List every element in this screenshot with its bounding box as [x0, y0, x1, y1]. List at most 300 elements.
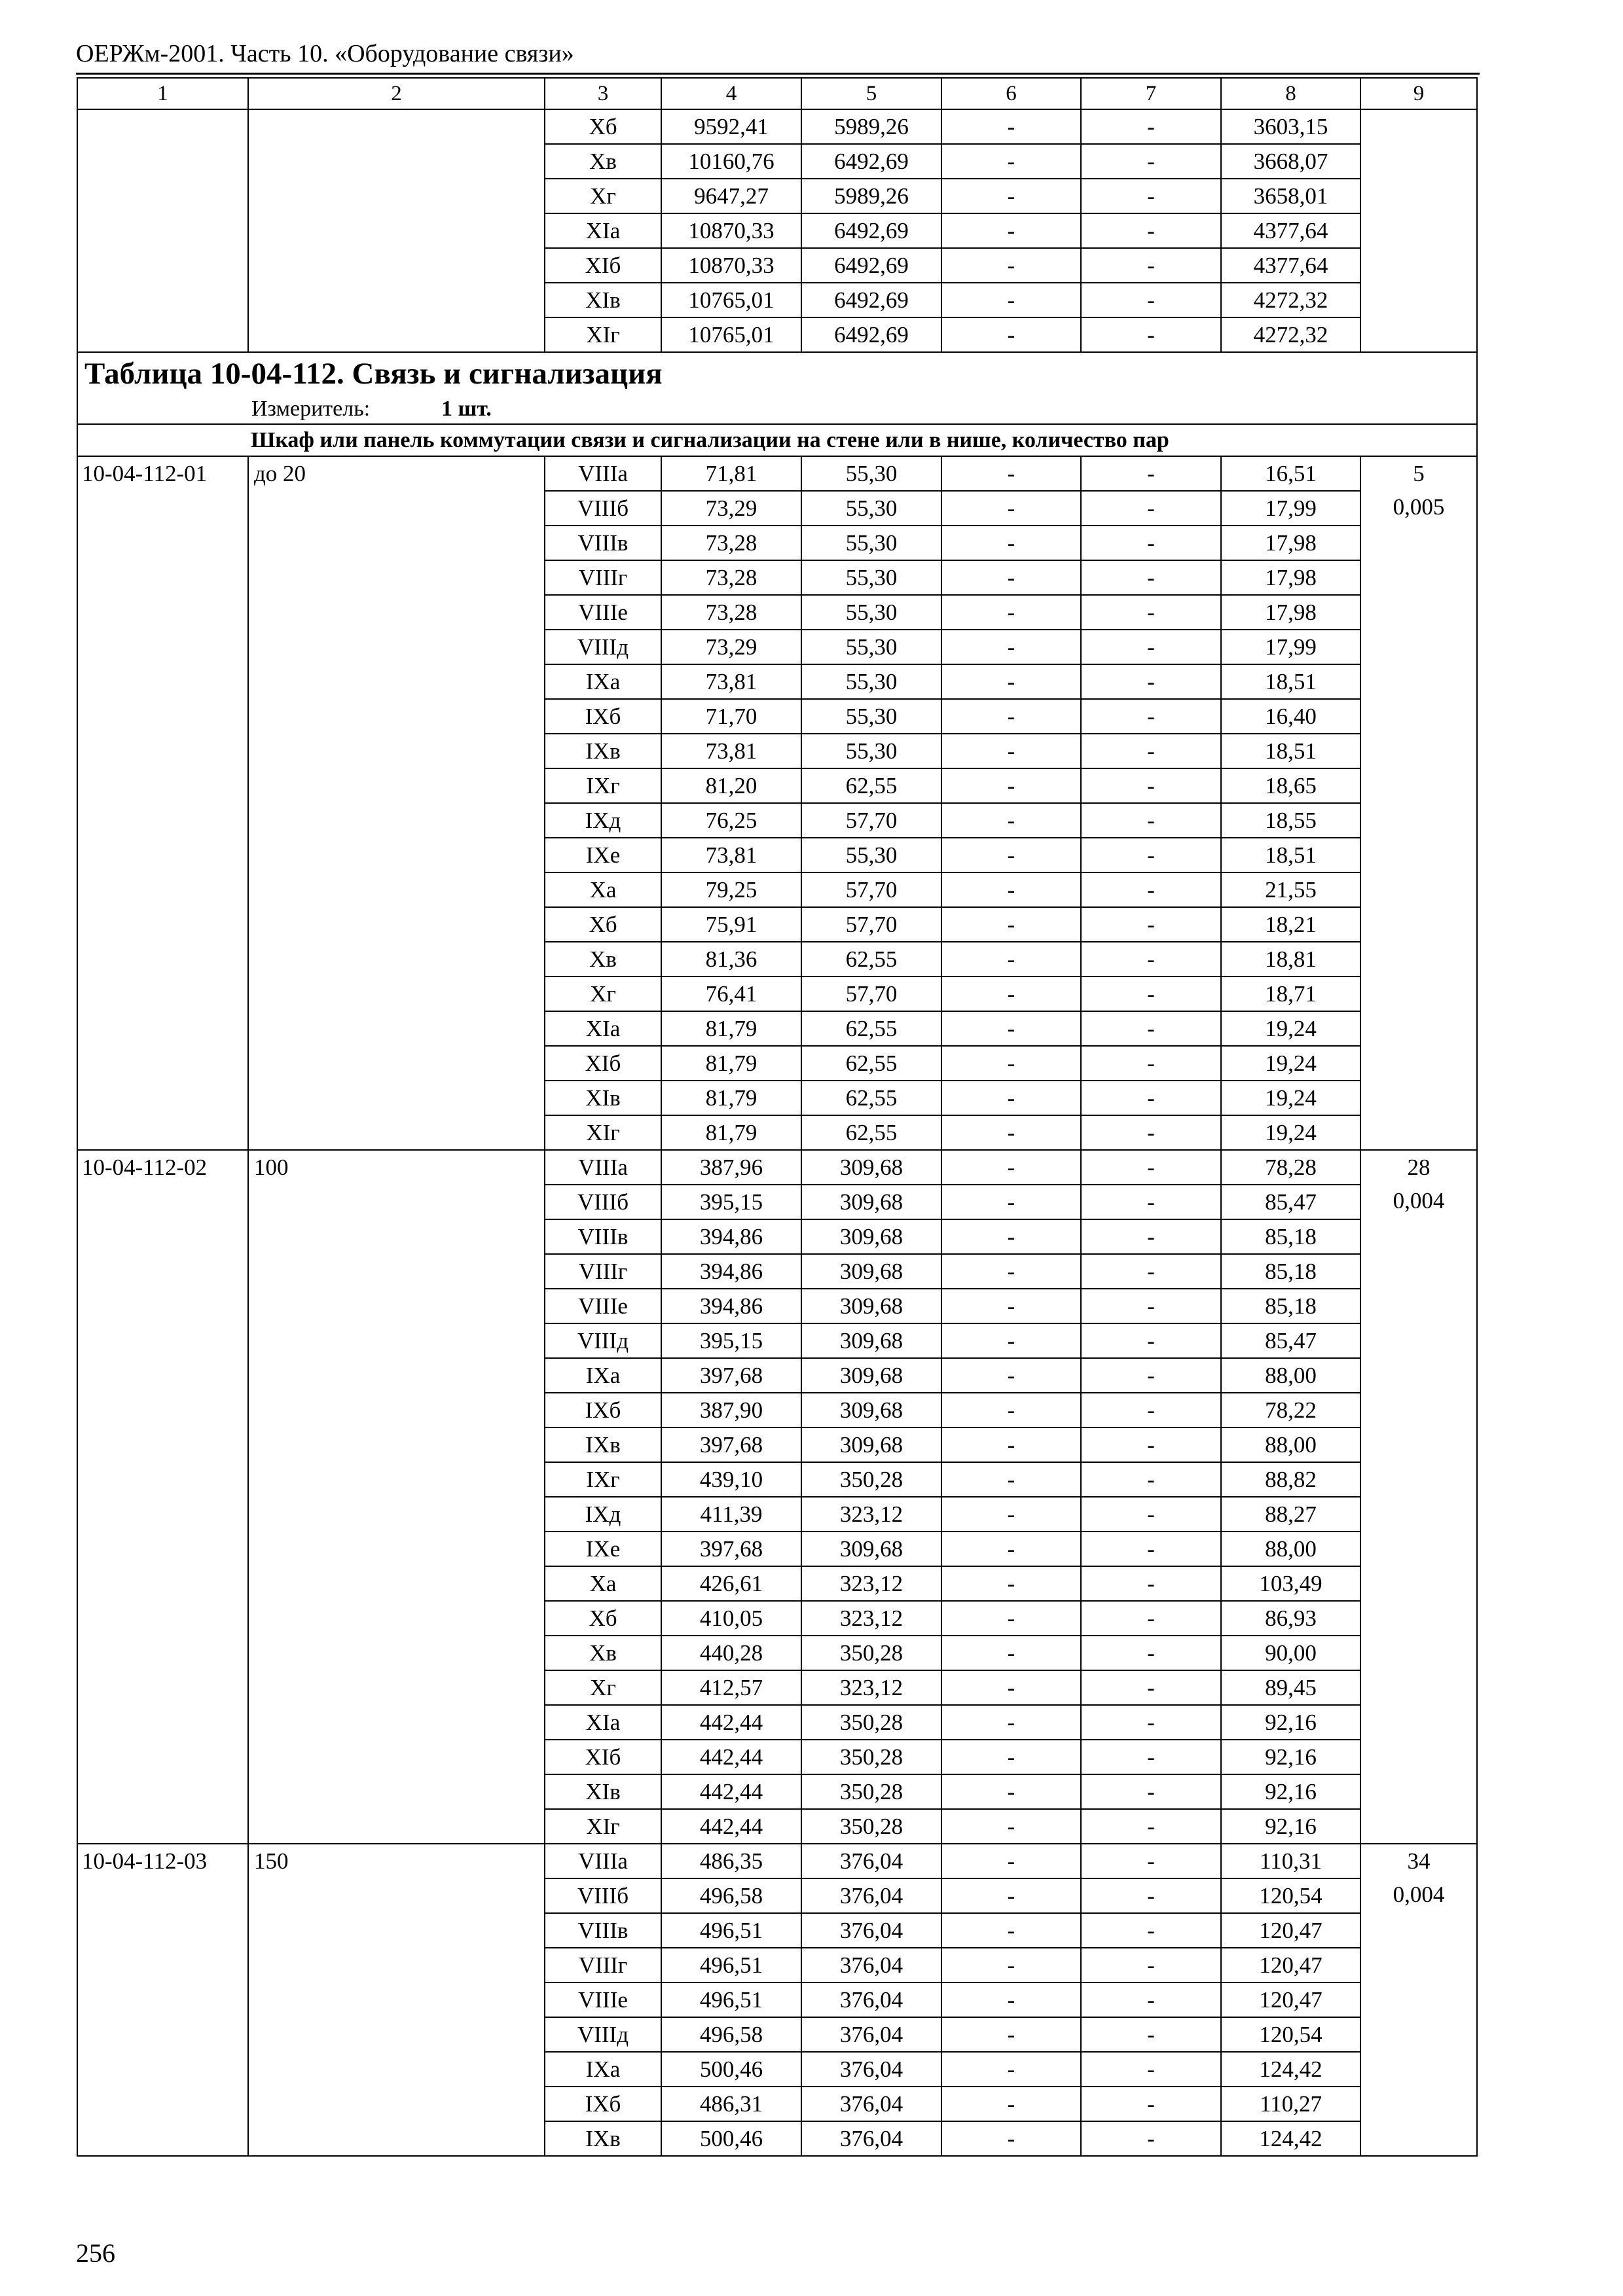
item-name: до 20	[248, 456, 545, 1150]
table-row	[77, 1150, 1477, 1185]
rate-cell: 350,28	[801, 1809, 941, 1844]
rate-cell: VIIIв	[545, 1219, 661, 1254]
rate-cell: 124,42	[1221, 2121, 1360, 2156]
rate-cell: 3603,15	[1221, 109, 1360, 144]
rate-cell: IXг	[545, 768, 661, 803]
rate-cell: -	[1081, 1774, 1221, 1809]
rate-cell: XIa	[545, 1011, 661, 1046]
item-name: 100	[248, 1150, 545, 1844]
rate-cell: 442,44	[661, 1705, 801, 1740]
rate-cell: -	[941, 1670, 1081, 1705]
rate-cell: 10870,33	[661, 248, 801, 283]
rate-cell: -	[1081, 248, 1221, 283]
rate-cell: 394,86	[661, 1254, 801, 1289]
rate-cell: -	[1081, 2052, 1221, 2087]
rate-cell: 376,04	[801, 2052, 941, 2087]
rate-cell: IXa	[545, 1358, 661, 1393]
page-number: 256	[76, 2238, 115, 2268]
table-title: Таблица 10-04-112. Связь и сигнализация	[84, 357, 663, 391]
rate-cell: 57,70	[801, 907, 941, 942]
rate-cell: 350,28	[801, 1740, 941, 1774]
rate-cell: 57,70	[801, 803, 941, 838]
rate-cell: 350,28	[801, 1774, 941, 1809]
rate-cell: 17,98	[1221, 526, 1360, 560]
rate-cell: 486,35	[661, 1844, 801, 1878]
rate-cell: IXг	[545, 1462, 661, 1497]
rate-cell: 55,30	[801, 838, 941, 872]
rate-cell: VIIIб	[545, 1185, 661, 1219]
rate-cell: 496,51	[661, 1948, 801, 1982]
rate-cell: 81,79	[661, 1115, 801, 1150]
rate-cell: XIв	[545, 1081, 661, 1115]
rate-cell: 18,51	[1221, 664, 1360, 699]
rate-cell: 55,30	[801, 526, 941, 560]
rate-cell: 57,70	[801, 872, 941, 907]
rate-cell: 78,22	[1221, 1393, 1360, 1427]
rate-cell: 17,98	[1221, 595, 1360, 630]
rate-cell: 21,55	[1221, 872, 1360, 907]
rate-cell: 387,96	[661, 1150, 801, 1185]
rate-cell: -	[941, 560, 1081, 595]
rate-cell: 120,47	[1221, 1982, 1360, 2017]
rate-cell: 5989,26	[801, 109, 941, 144]
meter-line	[84, 395, 1476, 423]
rate-cell: 323,12	[801, 1497, 941, 1532]
rate-cell: -	[1081, 977, 1221, 1011]
rate-cell: -	[1081, 1358, 1221, 1393]
rate-cell: 78,28	[1221, 1150, 1360, 1185]
rate-cell: -	[941, 526, 1081, 560]
rate-cell: 18,51	[1221, 838, 1360, 872]
resource-cell	[1360, 1150, 1477, 1844]
rate-cell: IXв	[545, 734, 661, 768]
rate-cell: 6492,69	[801, 317, 941, 352]
rate-cell: 55,30	[801, 491, 941, 526]
rate-cell: -	[941, 1566, 1081, 1601]
rate-cell: -	[941, 491, 1081, 526]
rate-cell: -	[1081, 2087, 1221, 2121]
resource-value: 0,005	[1393, 494, 1445, 520]
rate-cell: 376,04	[801, 1948, 941, 1982]
rate-cell: -	[941, 1254, 1081, 1289]
rate-cell: XIa	[545, 213, 661, 248]
rate-cell: 73,81	[661, 734, 801, 768]
rate-cell: 88,27	[1221, 1497, 1360, 1532]
rate-cell: 89,45	[1221, 1670, 1360, 1705]
rate-cell: 55,30	[801, 630, 941, 664]
rate-cell: 350,28	[801, 1705, 941, 1740]
rate-cell: 410,05	[661, 1601, 801, 1636]
rate-cell: VIIIг	[545, 560, 661, 595]
rate-cell: -	[1081, 1393, 1221, 1427]
rate-cell: 86,93	[1221, 1601, 1360, 1636]
item-name: 150	[248, 1844, 545, 2156]
rate-cell: -	[941, 1081, 1081, 1115]
rate-cell: XIг	[545, 1809, 661, 1844]
rate-cell: 57,70	[801, 977, 941, 1011]
rate-cell: 323,12	[801, 1566, 941, 1601]
rate-cell: -	[941, 1323, 1081, 1358]
rate-cell: 81,79	[661, 1011, 801, 1046]
rate-cell: -	[941, 1844, 1081, 1878]
rate-cell: -	[1081, 213, 1221, 248]
rate-cell: 9647,27	[661, 179, 801, 213]
rate-cell: 120,47	[1221, 1948, 1360, 1982]
column-number: 7	[1081, 78, 1221, 109]
rate-cell: -	[941, 1011, 1081, 1046]
rate-cell: 85,47	[1221, 1185, 1360, 1219]
rate-cell: VIIIa	[545, 1150, 661, 1185]
rate-cell: -	[941, 1948, 1081, 1982]
rate-cell: -	[1081, 526, 1221, 560]
rate-cell: -	[1081, 907, 1221, 942]
rate-cell: 397,68	[661, 1427, 801, 1462]
column-number: 2	[248, 78, 545, 109]
item-code: 10-04-112-01	[77, 456, 248, 1150]
rate-cell: -	[1081, 838, 1221, 872]
resource-value: 34	[1407, 1848, 1431, 1874]
rate-cell: 55,30	[801, 595, 941, 630]
rate-cell: 6492,69	[801, 248, 941, 283]
rate-cell: -	[1081, 1323, 1221, 1358]
rate-cell: -	[941, 1809, 1081, 1844]
rate-cell: IXe	[545, 1532, 661, 1566]
item-code: 10-04-112-02	[77, 1150, 248, 1844]
rate-cell: -	[1081, 1497, 1221, 1532]
rate-cell: 412,57	[661, 1670, 801, 1705]
rate-cell: VIIIд	[545, 1323, 661, 1358]
rate-cell: 88,00	[1221, 1532, 1360, 1566]
rate-cell: 19,24	[1221, 1046, 1360, 1081]
rate-cell: -	[1081, 1844, 1221, 1878]
table-subtitle: Шкаф или панель коммутации связи и сигнализации на стене или в нише, количество пар	[77, 424, 1477, 456]
column-number: 8	[1221, 78, 1360, 109]
rate-cell: VIIIe	[545, 1982, 661, 2017]
rate-cell: 18,81	[1221, 942, 1360, 977]
rate-cell: VIIIд	[545, 2017, 661, 2052]
rate-cell: -	[1081, 1878, 1221, 1913]
rate-cell: 442,44	[661, 1740, 801, 1774]
rate-cell: -	[1081, 734, 1221, 768]
rate-cell: -	[941, 2052, 1081, 2087]
rate-cell: 19,24	[1221, 1115, 1360, 1150]
rate-cell: 323,12	[801, 1601, 941, 1636]
rate-cell: -	[1081, 942, 1221, 977]
rate-cell: -	[1081, 1670, 1221, 1705]
rate-cell: 120,47	[1221, 1913, 1360, 1948]
rate-cell: 19,24	[1221, 1011, 1360, 1046]
rate-cell: -	[941, 1462, 1081, 1497]
rate-cell: 17,98	[1221, 560, 1360, 595]
rate-cell: IXд	[545, 803, 661, 838]
rate-cell: 496,58	[661, 2017, 801, 2052]
rate-cell: -	[1081, 1948, 1221, 1982]
rate-cell: 71,70	[661, 699, 801, 734]
rate-cell: -	[941, 1185, 1081, 1219]
rate-cell: 6492,69	[801, 213, 941, 248]
rate-cell: 110,31	[1221, 1844, 1360, 1878]
rate-cell: Xг	[545, 179, 661, 213]
rate-cell: -	[1081, 1254, 1221, 1289]
rate-cell: -	[1081, 1740, 1221, 1774]
rate-cell: 426,61	[661, 1566, 801, 1601]
rate-cell: -	[941, 734, 1081, 768]
table-body	[77, 78, 1477, 2156]
rate-cell: -	[1081, 1185, 1221, 1219]
rate-cell: 124,42	[1221, 2052, 1360, 2087]
rate-cell: 85,47	[1221, 1323, 1360, 1358]
rate-cell: -	[941, 1532, 1081, 1566]
rate-cell: XIг	[545, 317, 661, 352]
rate-cell: IXв	[545, 2121, 661, 2156]
rate-cell: VIIIб	[545, 1878, 661, 1913]
rate-cell: -	[1081, 664, 1221, 699]
rate-cell: -	[941, 768, 1081, 803]
rate-cell: 397,68	[661, 1532, 801, 1566]
rate-cell: -	[941, 630, 1081, 664]
column-number: 4	[661, 78, 801, 109]
rate-cell: 376,04	[801, 1982, 941, 2017]
rate-cell: 10765,01	[661, 283, 801, 317]
rate-cell: IXв	[545, 1427, 661, 1462]
table-subtitle-row	[77, 424, 1477, 456]
rate-cell: -	[941, 664, 1081, 699]
rate-cell: 62,55	[801, 1046, 941, 1081]
rate-cell: 440,28	[661, 1636, 801, 1670]
rate-cell: 55,30	[801, 560, 941, 595]
rate-cell: -	[941, 907, 1081, 942]
rate-cell: -	[941, 1774, 1081, 1809]
rate-cell: 376,04	[801, 2121, 941, 2156]
resource-value: 0,004	[1393, 1188, 1445, 1213]
rate-cell: 62,55	[801, 1011, 941, 1046]
rate-cell: 92,16	[1221, 1705, 1360, 1740]
rate-cell: -	[941, 1636, 1081, 1670]
rate-cell: 442,44	[661, 1774, 801, 1809]
rate-cell: 10765,01	[661, 317, 801, 352]
resource-cell	[1360, 1844, 1477, 2156]
rate-cell: 92,16	[1221, 1740, 1360, 1774]
rate-cell: -	[1081, 317, 1221, 352]
rate-cell: XIг	[545, 1115, 661, 1150]
rate-cell: -	[1081, 872, 1221, 907]
rate-cell: 309,68	[801, 1150, 941, 1185]
rate-cell: VIIIe	[545, 595, 661, 630]
rate-cell: -	[941, 213, 1081, 248]
rate-cell: -	[1081, 1150, 1221, 1185]
rate-cell: 110,27	[1221, 2087, 1360, 2121]
rate-cell: 55,30	[801, 734, 941, 768]
rate-cell: -	[1081, 144, 1221, 179]
rate-cell: XIб	[545, 1740, 661, 1774]
rate-cell: 4272,32	[1221, 317, 1360, 352]
rate-cell: 309,68	[801, 1358, 941, 1393]
rate-cell: 92,16	[1221, 1774, 1360, 1809]
rate-cell: 17,99	[1221, 630, 1360, 664]
rate-cell: 18,65	[1221, 768, 1360, 803]
rate-cell: 10870,33	[661, 213, 801, 248]
rate-cell: -	[1081, 179, 1221, 213]
rate-cell: -	[941, 838, 1081, 872]
document-header: ОЕРЖм-2001. Часть 10. «Оборудование связи»	[76, 40, 574, 67]
rate-cell: 120,54	[1221, 1878, 1360, 1913]
rate-cell: 62,55	[801, 1081, 941, 1115]
rate-cell: 73,28	[661, 526, 801, 560]
rate-cell: 309,68	[801, 1185, 941, 1219]
rate-cell: 3658,01	[1221, 179, 1360, 213]
rate-cell: 486,31	[661, 2087, 801, 2121]
resource-value: 28	[1407, 1155, 1431, 1180]
rate-cell: -	[941, 1427, 1081, 1462]
rate-cell: 496,51	[661, 1913, 801, 1948]
rate-cell: Xг	[545, 977, 661, 1011]
rate-cell: -	[1081, 1982, 1221, 2017]
rate-cell: -	[1081, 595, 1221, 630]
rate-cell: Xб	[545, 1601, 661, 1636]
rate-cell: Xa	[545, 872, 661, 907]
rate-cell: 88,00	[1221, 1427, 1360, 1462]
rate-cell: -	[941, 2121, 1081, 2156]
rate-cell: -	[941, 1150, 1081, 1185]
rate-cell: -	[941, 283, 1081, 317]
rate-cell: 439,10	[661, 1462, 801, 1497]
rate-cell: -	[941, 248, 1081, 283]
rate-cell: IXб	[545, 1393, 661, 1427]
rate-cell: VIIIг	[545, 1948, 661, 1982]
rates-table	[77, 77, 1478, 2157]
table-row	[77, 1844, 1477, 1878]
rate-cell: 73,29	[661, 630, 801, 664]
rate-cell: -	[941, 872, 1081, 907]
rate-cell: 79,25	[661, 872, 801, 907]
rate-cell: 309,68	[801, 1254, 941, 1289]
rate-cell: -	[1081, 456, 1221, 491]
header-rule	[76, 73, 1480, 75]
rate-cell: -	[941, 317, 1081, 352]
rate-cell: 500,46	[661, 2052, 801, 2087]
rate-cell: -	[1081, 1636, 1221, 1670]
rate-cell: -	[941, 144, 1081, 179]
rate-cell: 376,04	[801, 1913, 941, 1948]
rate-cell: XIa	[545, 1705, 661, 1740]
table-row	[77, 456, 1477, 491]
rate-cell: -	[1081, 1046, 1221, 1081]
rate-cell: -	[1081, 283, 1221, 317]
rate-cell: 16,51	[1221, 456, 1360, 491]
rate-cell: IXб	[545, 2087, 661, 2121]
rate-cell: VIIIд	[545, 630, 661, 664]
rate-cell: -	[941, 1913, 1081, 1948]
rate-cell: 376,04	[801, 2017, 941, 2052]
code-cell	[77, 109, 248, 352]
rate-cell: 442,44	[661, 1809, 801, 1844]
rate-cell: -	[1081, 803, 1221, 838]
column-number: 5	[801, 78, 941, 109]
rate-cell: -	[941, 109, 1081, 144]
rate-cell: -	[1081, 1809, 1221, 1844]
rate-cell: -	[941, 1497, 1081, 1532]
rate-cell: 75,91	[661, 907, 801, 942]
rate-cell: -	[941, 942, 1081, 977]
rate-cell: XIб	[545, 1046, 661, 1081]
rate-cell: -	[1081, 109, 1221, 144]
rate-cell: VIIIв	[545, 526, 661, 560]
rate-cell: 18,71	[1221, 977, 1360, 1011]
rate-cell: 73,28	[661, 560, 801, 595]
rate-cell: IXe	[545, 838, 661, 872]
rate-cell: 62,55	[801, 1115, 941, 1150]
rate-cell: Xг	[545, 1670, 661, 1705]
rate-cell: 85,18	[1221, 1254, 1360, 1289]
column-number: 6	[941, 78, 1081, 109]
rate-cell: 411,39	[661, 1497, 801, 1532]
rate-cell: 309,68	[801, 1289, 941, 1323]
rate-cell: 16,40	[1221, 699, 1360, 734]
resource-cell	[1360, 456, 1477, 1150]
rate-cell: 395,15	[661, 1185, 801, 1219]
rate-cell: 6492,69	[801, 283, 941, 317]
rate-cell: 394,86	[661, 1219, 801, 1254]
rate-cell: VIIIa	[545, 1844, 661, 1878]
rate-cell: XIв	[545, 1774, 661, 1809]
rate-cell: -	[1081, 1532, 1221, 1566]
column-number-row	[77, 78, 1477, 109]
rate-cell: 496,51	[661, 1982, 801, 2017]
rate-cell: 397,68	[661, 1358, 801, 1393]
rate-cell: Xб	[545, 109, 661, 144]
rate-cell: 387,90	[661, 1393, 801, 1427]
rate-cell: IXa	[545, 2052, 661, 2087]
rate-cell: -	[941, 1601, 1081, 1636]
rate-cell: 103,49	[1221, 1566, 1360, 1601]
rate-cell: 9592,41	[661, 109, 801, 144]
rate-cell: 81,20	[661, 768, 801, 803]
rate-cell: VIIIб	[545, 491, 661, 526]
rate-cell: Xв	[545, 144, 661, 179]
rate-cell: -	[941, 1393, 1081, 1427]
rate-cell: -	[941, 1878, 1081, 1913]
rate-cell: 73,29	[661, 491, 801, 526]
rate-cell: 376,04	[801, 1844, 941, 1878]
rate-cell: 309,68	[801, 1427, 941, 1462]
rate-cell: 85,18	[1221, 1219, 1360, 1254]
table-title-row	[77, 352, 1477, 424]
meter-value: 1 шт.	[441, 397, 492, 421]
rate-cell: 18,51	[1221, 734, 1360, 768]
rate-cell: 73,28	[661, 595, 801, 630]
rate-cell: 73,81	[661, 838, 801, 872]
rate-cell: -	[1081, 1913, 1221, 1948]
rate-cell: 55,30	[801, 664, 941, 699]
rate-cell: 4377,64	[1221, 213, 1360, 248]
rate-cell: -	[1081, 1427, 1221, 1462]
rate-cell: -	[1081, 630, 1221, 664]
rate-cell: 4377,64	[1221, 248, 1360, 283]
rate-cell: -	[1081, 1081, 1221, 1115]
rate-cell: 92,16	[1221, 1809, 1360, 1844]
rate-cell: 376,04	[801, 1878, 941, 1913]
rate-cell: 496,58	[661, 1878, 801, 1913]
rate-cell: 4272,32	[1221, 283, 1360, 317]
rate-cell: 18,21	[1221, 907, 1360, 942]
rate-cell: 3668,07	[1221, 144, 1360, 179]
rate-cell: Xв	[545, 942, 661, 977]
name-cell	[248, 109, 545, 352]
rate-cell: -	[941, 1289, 1081, 1323]
rate-cell: -	[1081, 2121, 1221, 2156]
rate-cell: 62,55	[801, 942, 941, 977]
rate-cell: -	[941, 179, 1081, 213]
